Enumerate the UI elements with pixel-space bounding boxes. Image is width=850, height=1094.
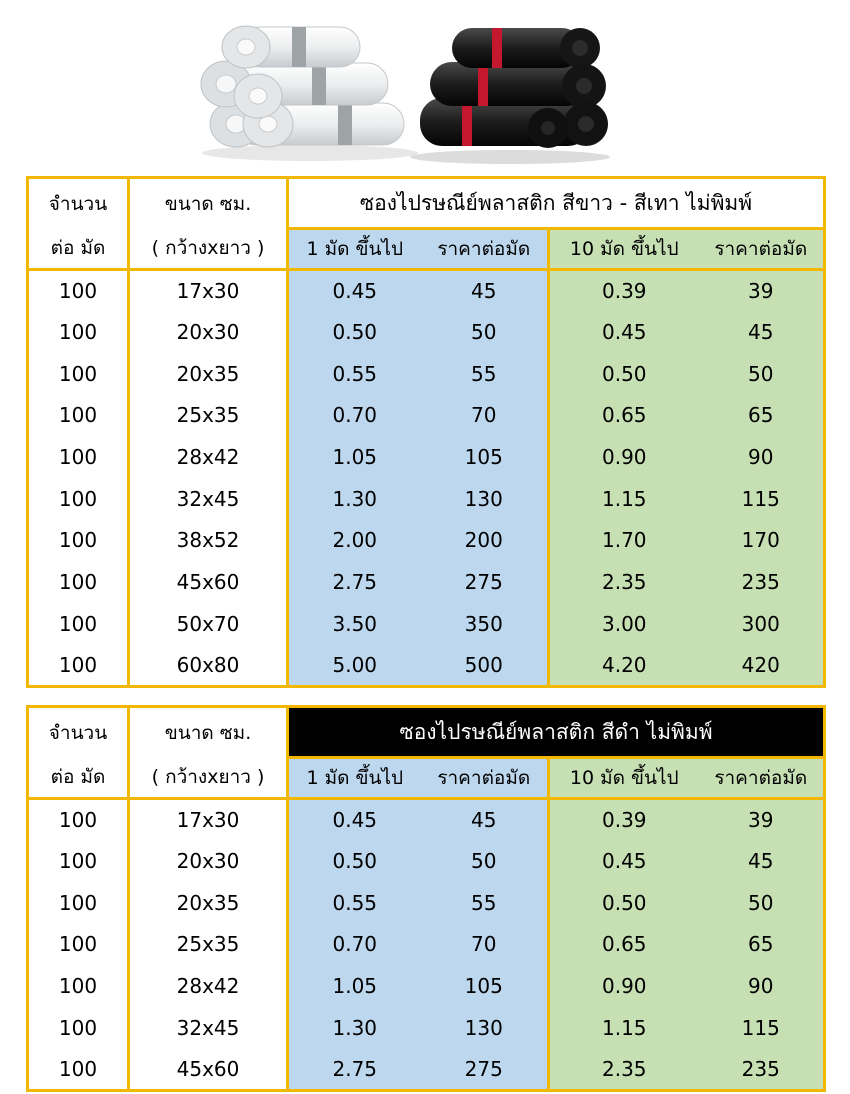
bundle-price-10-cell: 235 [699,561,825,603]
header-tier10: 10 มัด ขึ้นไป [549,229,699,270]
unit-price-10-cell: 0.45 [549,311,699,353]
bundle-price-10-cell: 45 [699,311,825,353]
size-cell: 32x45 [129,1007,288,1049]
bundle-price-1-cell: 70 [421,924,549,966]
size-cell: 20x35 [129,353,288,395]
size-cell: 20x30 [129,840,288,882]
bundle-price-1-cell: 105 [421,436,549,478]
white-bags-image [201,26,418,161]
unit-price-1-cell: 0.45 [288,799,421,841]
table-title: ซองไปรษณีย์พลาสติก สีขาว - สีเทา ไม่พิมพ์ [288,178,825,229]
qty-cell: 100 [28,395,129,437]
product-photos [0,0,850,168]
bundle-price-1-cell: 70 [421,395,549,437]
bundle-price-1-cell: 105 [421,965,549,1007]
header-tier10-price: ราคาต่อมัด [699,229,825,270]
qty-cell: 100 [28,436,129,478]
unit-price-1-cell: 5.00 [288,645,421,687]
qty-cell: 100 [28,270,129,312]
unit-price-10-cell: 2.35 [549,561,699,603]
unit-price-10-cell: 0.50 [549,353,699,395]
unit-price-1-cell: 0.55 [288,882,421,924]
table-row [28,965,825,1007]
bundle-price-1-cell: 130 [421,478,549,520]
table-row [28,840,825,882]
table-row [28,270,825,312]
table-row [28,882,825,924]
table-row [28,1049,825,1091]
qty-cell: 100 [28,311,129,353]
header-size-line1: ขนาด ซม. [129,707,288,758]
bundle-price-10-cell: 39 [699,799,825,841]
qty-cell: 100 [28,965,129,1007]
unit-price-1-cell: 2.75 [288,1049,421,1091]
qty-cell: 100 [28,882,129,924]
unit-price-1-cell: 0.45 [288,270,421,312]
bundle-price-1-cell: 50 [421,840,549,882]
size-cell: 25x35 [129,924,288,966]
bundle-price-10-cell: 300 [699,603,825,645]
qty-cell: 100 [28,478,129,520]
bundle-price-1-cell: 500 [421,645,549,687]
unit-price-1-cell: 2.75 [288,561,421,603]
unit-price-1-cell: 0.70 [288,924,421,966]
bundle-price-1-cell: 275 [421,561,549,603]
bundle-price-10-cell: 39 [699,270,825,312]
unit-price-1-cell: 0.50 [288,311,421,353]
bundle-price-1-cell: 55 [421,882,549,924]
table-row [28,311,825,353]
bundle-price-1-cell: 55 [421,353,549,395]
unit-price-10-cell: 3.00 [549,603,699,645]
size-cell: 20x30 [129,311,288,353]
bundle-price-1-cell: 275 [421,1049,549,1091]
header-tier10: 10 มัด ขึ้นไป [549,758,699,799]
qty-cell: 100 [28,645,129,687]
bundle-price-10-cell: 50 [699,882,825,924]
unit-price-1-cell: 0.50 [288,840,421,882]
table-row [28,603,825,645]
bundle-price-10-cell: 65 [699,924,825,966]
header-size-line2: ( กว้างxยาว ) [129,758,288,799]
header-tier1: 1 มัด ขึ้นไป [288,758,421,799]
header-tier10-price: ราคาต่อมัด [699,758,825,799]
qty-cell: 100 [28,924,129,966]
size-cell: 50x70 [129,603,288,645]
unit-price-10-cell: 1.15 [549,478,699,520]
unit-price-1-cell: 3.50 [288,603,421,645]
qty-cell: 100 [28,520,129,562]
unit-price-10-cell: 0.65 [549,395,699,437]
header-tier1: 1 มัด ขึ้นไป [288,229,421,270]
table-row [28,924,825,966]
bundle-price-1-cell: 130 [421,1007,549,1049]
black-bags-image [410,28,610,164]
unit-price-1-cell: 0.70 [288,395,421,437]
header-qty-line1: จำนวน [28,178,129,229]
unit-price-10-cell: 2.35 [549,1049,699,1091]
size-cell: 20x35 [129,882,288,924]
table-row [28,395,825,437]
bundle-price-10-cell: 420 [699,645,825,687]
price-table-white-grey [26,176,826,688]
unit-price-1-cell: 2.00 [288,520,421,562]
price-table-black [26,705,826,1092]
unit-price-10-cell: 0.65 [549,924,699,966]
header-tier1-price: ราคาต่อมัด [421,229,549,270]
table-row [28,436,825,478]
bundle-price-10-cell: 65 [699,395,825,437]
bundle-price-1-cell: 45 [421,799,549,841]
bundle-price-1-cell: 200 [421,520,549,562]
unit-price-10-cell: 0.90 [549,436,699,478]
size-cell: 32x45 [129,478,288,520]
table-body [28,270,825,687]
size-cell: 45x60 [129,1049,288,1091]
unit-price-1-cell: 1.30 [288,478,421,520]
table-title: ซองไปรษณีย์พลาสติก สีดำ ไม่พิมพ์ [288,707,825,758]
qty-cell: 100 [28,561,129,603]
header-tier1-price: ราคาต่อมัด [421,758,549,799]
qty-cell: 100 [28,603,129,645]
header-size-line2: ( กว้างxยาว ) [129,229,288,270]
bundle-price-10-cell: 90 [699,436,825,478]
unit-price-10-cell: 1.70 [549,520,699,562]
bundle-price-10-cell: 115 [699,1007,825,1049]
size-cell: 28x42 [129,436,288,478]
bundle-price-10-cell: 115 [699,478,825,520]
unit-price-10-cell: 0.39 [549,270,699,312]
qty-cell: 100 [28,1049,129,1091]
unit-price-1-cell: 1.30 [288,1007,421,1049]
header-qty-line2: ต่อ มัด [28,229,129,270]
bundle-price-10-cell: 50 [699,353,825,395]
size-cell: 38x52 [129,520,288,562]
header-size-line1: ขนาด ซม. [129,178,288,229]
unit-price-1-cell: 1.05 [288,965,421,1007]
bundle-price-1-cell: 350 [421,603,549,645]
bundle-price-10-cell: 235 [699,1049,825,1091]
unit-price-10-cell: 4.20 [549,645,699,687]
unit-price-10-cell: 0.45 [549,840,699,882]
table-row [28,353,825,395]
bundle-price-10-cell: 45 [699,840,825,882]
qty-cell: 100 [28,353,129,395]
qty-cell: 100 [28,840,129,882]
bundle-price-10-cell: 90 [699,965,825,1007]
bundle-price-1-cell: 50 [421,311,549,353]
table-row [28,520,825,562]
size-cell: 28x42 [129,965,288,1007]
unit-price-10-cell: 0.90 [549,965,699,1007]
bundle-price-1-cell: 45 [421,270,549,312]
unit-price-1-cell: 0.55 [288,353,421,395]
table-row [28,645,825,687]
size-cell: 45x60 [129,561,288,603]
unit-price-10-cell: 1.15 [549,1007,699,1049]
table-row [28,1007,825,1049]
bundle-price-10-cell: 170 [699,520,825,562]
table-row [28,478,825,520]
size-cell: 25x35 [129,395,288,437]
table-body [28,799,825,1091]
header-qty-line1: จำนวน [28,707,129,758]
header-qty-line2: ต่อ มัด [28,758,129,799]
size-cell: 17x30 [129,270,288,312]
size-cell: 60x80 [129,645,288,687]
unit-price-10-cell: 0.50 [549,882,699,924]
table-row [28,799,825,841]
qty-cell: 100 [28,1007,129,1049]
table-row [28,561,825,603]
qty-cell: 100 [28,799,129,841]
size-cell: 17x30 [129,799,288,841]
unit-price-1-cell: 1.05 [288,436,421,478]
unit-price-10-cell: 0.39 [549,799,699,841]
